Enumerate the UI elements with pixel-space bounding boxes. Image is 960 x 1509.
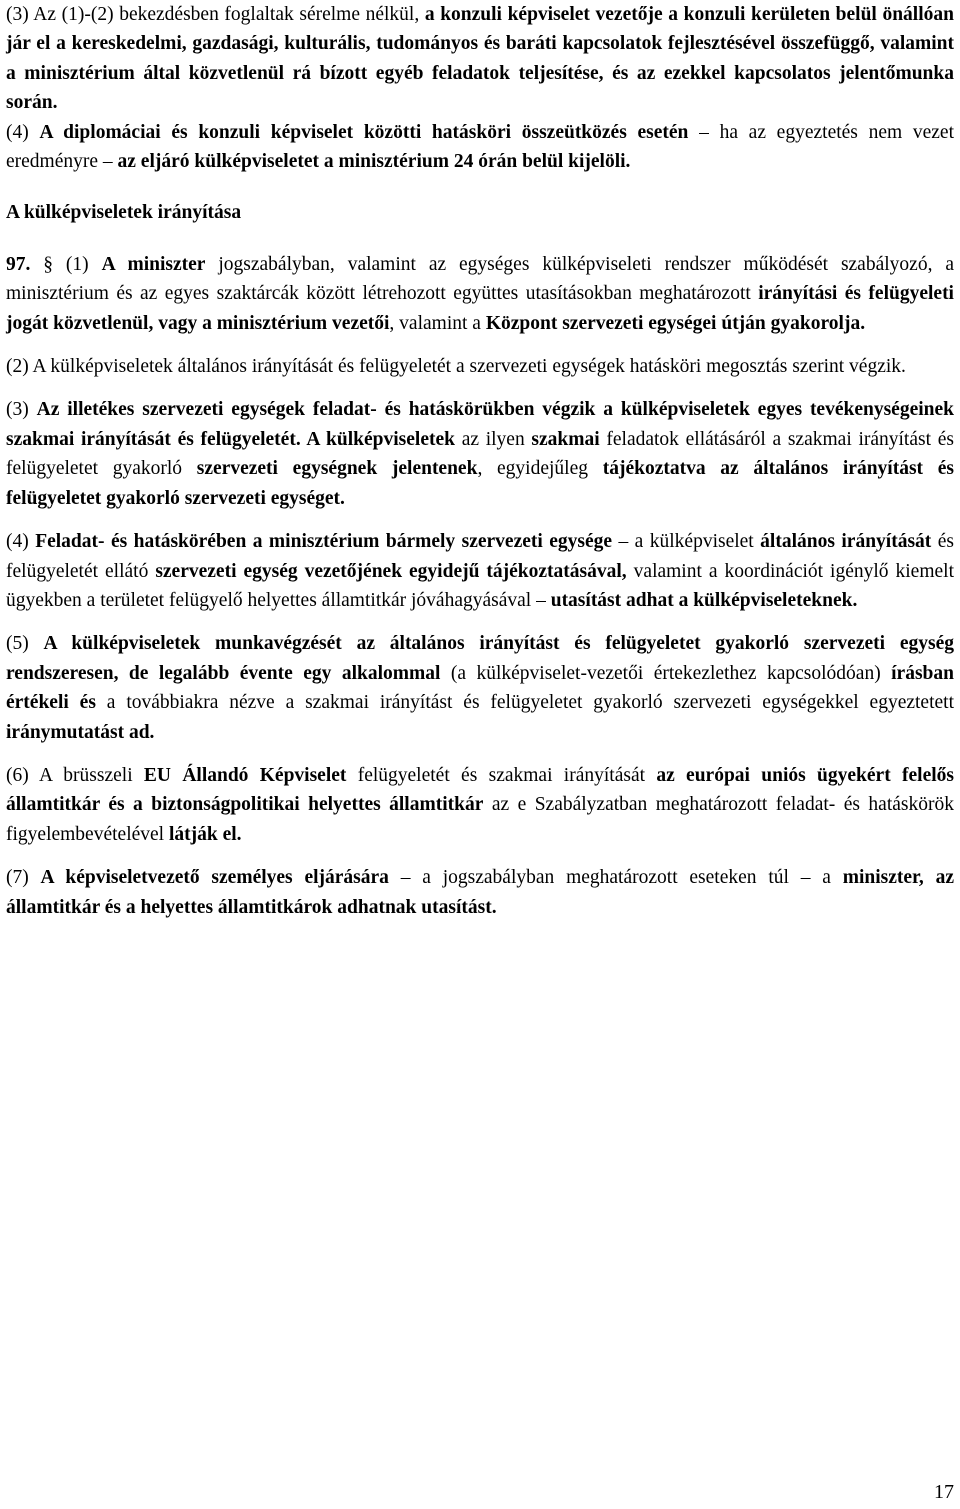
spacer [6, 747, 954, 761]
paragraph-97-7 [6, 863, 959, 922]
paragraph-4-conflict [6, 118, 959, 177]
paragraph-97-4 [6, 527, 959, 615]
text-segment: (2) A külképviseletek általános irányítását és felügyeletét a szervezeti egységek hatásköri megosztás szerint végzik. [6, 356, 906, 378]
text-segment: felügyeletét és szakmai irányítását [346, 764, 657, 786]
bold-text-segment: szervezeti egység vezetőjének egyidejű tájékoztatásával, [155, 560, 627, 582]
bold-text-segment: általános irányítását [760, 531, 932, 553]
text-segment: (4) [6, 121, 40, 143]
text-segment: feladatok ellátásáról a szakmai irányítást és felügyeletet gyakorló [6, 428, 959, 480]
bold-text-segment: 97. [6, 253, 44, 275]
paragraph-97-6 [6, 761, 959, 849]
spacer [6, 513, 954, 527]
bold-text-segment: utasítást adhat a külképviseleteknek. [550, 589, 858, 611]
bold-text-segment: A diplomáciai és konzuli képviselet közötti hatásköri összeütközés esetén [39, 121, 689, 143]
bold-text-segment: írásban értékeli és [6, 662, 959, 714]
paragraph-97-5 [6, 629, 959, 747]
text-segment: az e Szabályzatban meghatározott feladat- és hatáskörök figyelembevételével [6, 794, 959, 845]
paragraph-97-2 [6, 352, 954, 381]
bold-text-segment: Központ szervezeti egységei útján gyakorolja. [485, 312, 866, 334]
paragraph-3-intro [6, 0, 959, 118]
spacer [6, 615, 954, 629]
bold-text-segment: EU Állandó Képviselet [143, 764, 347, 786]
text-segment: és felügyeletét ellátó [6, 531, 959, 582]
section-title: A külképviseletek irányítása [6, 202, 242, 224]
bold-text-segment: az európai uniós ügyekért felelős államtitkár és a biztonságpolitikai helyettes államtitkár [6, 764, 959, 816]
bold-text-segment: tájékoztatva az általános irányítást és felügyeletet gyakorló szervezeti egységet. [6, 458, 959, 509]
spacer [6, 228, 954, 250]
bold-text-segment: miniszter, az államtitkár és a helyettes államtitkárok adhatnak utasítást. [6, 867, 959, 918]
page-number: 17 [934, 1481, 954, 1503]
document-page [6, 0, 959, 922]
bold-text-segment: iránymutatást ad. [6, 721, 155, 743]
text-segment: , egyidejűleg [477, 458, 603, 480]
text-segment: – a külképviselet [612, 531, 761, 553]
text-segment: valamint a koordinációt igénylő kiemelt ügyekben a területet felügyelő helyettes államtitkár jóváhagyásával – [6, 560, 959, 611]
paragraph-97-3 [6, 395, 959, 513]
text-segment: § (1) [43, 253, 102, 275]
text-segment: – ha az egyeztetés nem vezet eredményre – [6, 121, 959, 173]
paragraph-97-1 [6, 250, 959, 338]
text-segment: az ilyen [454, 428, 532, 450]
bold-text-segment: Az illetékes szervezeti egységek feladat- és hatáskörükben végzik a külképviseletek egyes tevékenységeinek szakmai irányítását és felügyeletét. A külképviseletek [6, 399, 959, 450]
text-segment: (7) [6, 867, 41, 889]
spacer [6, 381, 954, 395]
spacer [6, 338, 954, 352]
text-segment: (4) [6, 531, 36, 553]
bold-text-segment: Feladat- és hatáskörében a minisztérium bármely szervezeti egysége [35, 531, 613, 553]
text-segment: , valamint a [389, 312, 486, 334]
text-segment: a továbbiakra nézve a szakmai irányítást és felügyeletet gyakorló szervezeti egységekkel egyeztetett [95, 692, 959, 714]
bold-text-segment: szervezeti egységnek jelentenek [196, 458, 478, 480]
bold-text-segment: A képviseletvezető személyes eljárására [40, 867, 389, 889]
bold-text-segment: irányítási és felügyeleti jogát közvetlenül, vagy a minisztérium vezetői [6, 283, 959, 334]
text-segment: (3) Az (1)-(2) bekezdésben foglaltak sérelme nélkül, [6, 4, 425, 25]
spacer [6, 849, 954, 863]
bold-text-segment: az eljáró külképviseletet a minisztérium 24 órán belül kijelöli. [117, 151, 631, 173]
bold-text-segment: A miniszter [101, 253, 206, 275]
text-segment: (3) [6, 399, 37, 421]
bold-text-segment: a konzuli képviselet vezetője a konzuli kerületen belül önállóan jár el a kereskedelmi, gazdasági, kulturális, tudományos és baráti kapcsolatok fejlesztésével összefüggő, valamint a minisztérium által közvetlenül rá bízott egyéb feladatok teljesítése, és az ezekkel kapcsolatos jelentőmunka során. [6, 4, 959, 114]
bold-text-segment: látják el. [168, 823, 242, 845]
bold-text-segment: A külképviseletek munkavégzését az általános irányítást és felügyeletet gyakorló szervezeti egység rendszeresen, de legalább évente egy alkalommal [6, 633, 959, 684]
bold-text-segment: szakmai [531, 428, 600, 450]
text-segment: – a jogszabályban meghatározott eseteken túl – a [388, 867, 843, 889]
text-segment: (5) [6, 633, 44, 655]
text-segment: (6) A brüsszeli [6, 764, 144, 786]
text-segment: jogszabályban, valamint az egységes külképviseleti rendszer működését szabályozó, a minisztérium és az egyes szaktárcák között létrehozott együttes utasításokban meghatározott [6, 253, 959, 305]
text-segment: (a külképviselet-vezetői értekezlethez kapcsolódóan) [440, 662, 892, 684]
spacer [6, 176, 954, 198]
